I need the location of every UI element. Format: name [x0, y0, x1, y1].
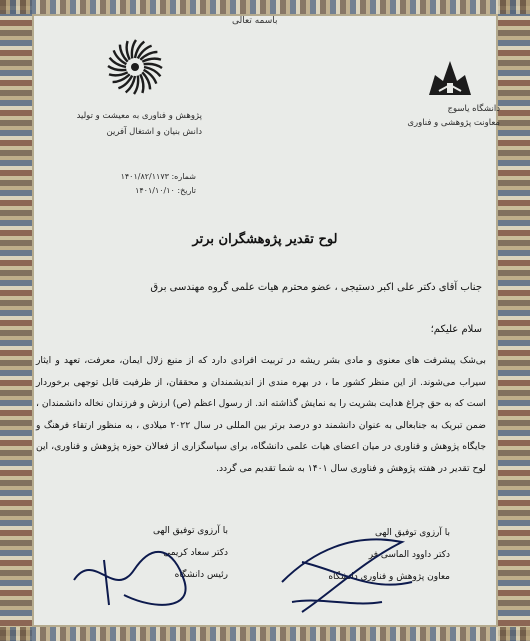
motto-text: باسمه تعالی [232, 16, 278, 26]
vice-president-signature-scribble [262, 522, 432, 622]
document-number: شماره: ۱۴۰۱/۸۲/۱۱۷۳ [120, 172, 196, 181]
department-name: معاونت پژوهشی و فناوری [407, 118, 500, 128]
left-ornamental-border [0, 0, 32, 641]
left-header-text [62, 108, 202, 140]
recipient-line: جناب آقای دکتر علی اکبر دستیجی ، عضو محترم هیات علمی گروه مهندسی برق [150, 282, 482, 293]
left-header-line1: پژوهش و فناوری به معیشت و تولید [76, 111, 202, 121]
signature-position: رئیس دانشگاه [174, 570, 228, 580]
document-meta [100, 170, 196, 198]
signature-name: دکتر سعاد کریمی [163, 548, 228, 558]
certificate-title: لوح تقدیر پژوهشگران برتر [192, 232, 338, 247]
certificate-body: بی‌شک پیشرفت های معنوی و مادی بشر ریشه در تربیت افرادی دارد که از منبع زلال ایمان، معرفت، تعهد و ایثار سیراب می‌شوند. از این منظر کشور ما ، در بهره مندی از اندیشمندان و محققان، از ظرفیت قابل توجهی برخوردار است که به حق چراغ هدایت بشریت را به نمایش گذاشته اند. از رسول اعظم (ص) ارزش و فرزندان نخاله دانشمندان ، ضمن تبریک به جنابعالی به عنوان دانشمند دو درصد برتر بین المللی در سال ۲۰۲۲ میلادی ، به منظور ارتقاء فرهنگ و جایگاه پژوهش و فناوری در میان اعضای هیات علمی دانشگاه، برای سپاسگزاری از فعالان حوزه پژوهش و فناوری، این لوح تقدیر در هفته پژوهش و فناوری سال ۱۴۰۱ به شما تقدیم می گردد. [36, 355, 486, 474]
university-logo-icon [425, 55, 475, 99]
greeting-line: سلام علیکم؛ [430, 324, 482, 335]
bottom-ornamental-border [0, 627, 530, 641]
university-name: دانشگاه یاسوج [447, 104, 500, 114]
document-date: تاریخ: ۱۴۰۱/۱۰/۱۰ [135, 186, 196, 195]
left-header-line2: دانش بنیان و اشتغال آفرین [106, 127, 202, 137]
logo-ray [109, 72, 128, 75]
university-header [392, 102, 500, 130]
top-ornamental-border [0, 0, 530, 14]
president-signature-scribble [64, 540, 214, 610]
signature-wish: با آرزوی توفیق الهی [375, 528, 450, 538]
signature-wish: با آرزوی توفیق الهی [153, 526, 228, 536]
signature-position: معاون پژوهش و فناوری دانشگاه [328, 572, 450, 582]
right-ornamental-border [498, 0, 530, 641]
logo-ray [127, 41, 130, 60]
research-week-logo-icon [106, 38, 164, 96]
signature-name: دکتر داوود الماسی فر [368, 550, 450, 560]
logo-ray [142, 59, 161, 62]
logo-ray [140, 74, 143, 93]
